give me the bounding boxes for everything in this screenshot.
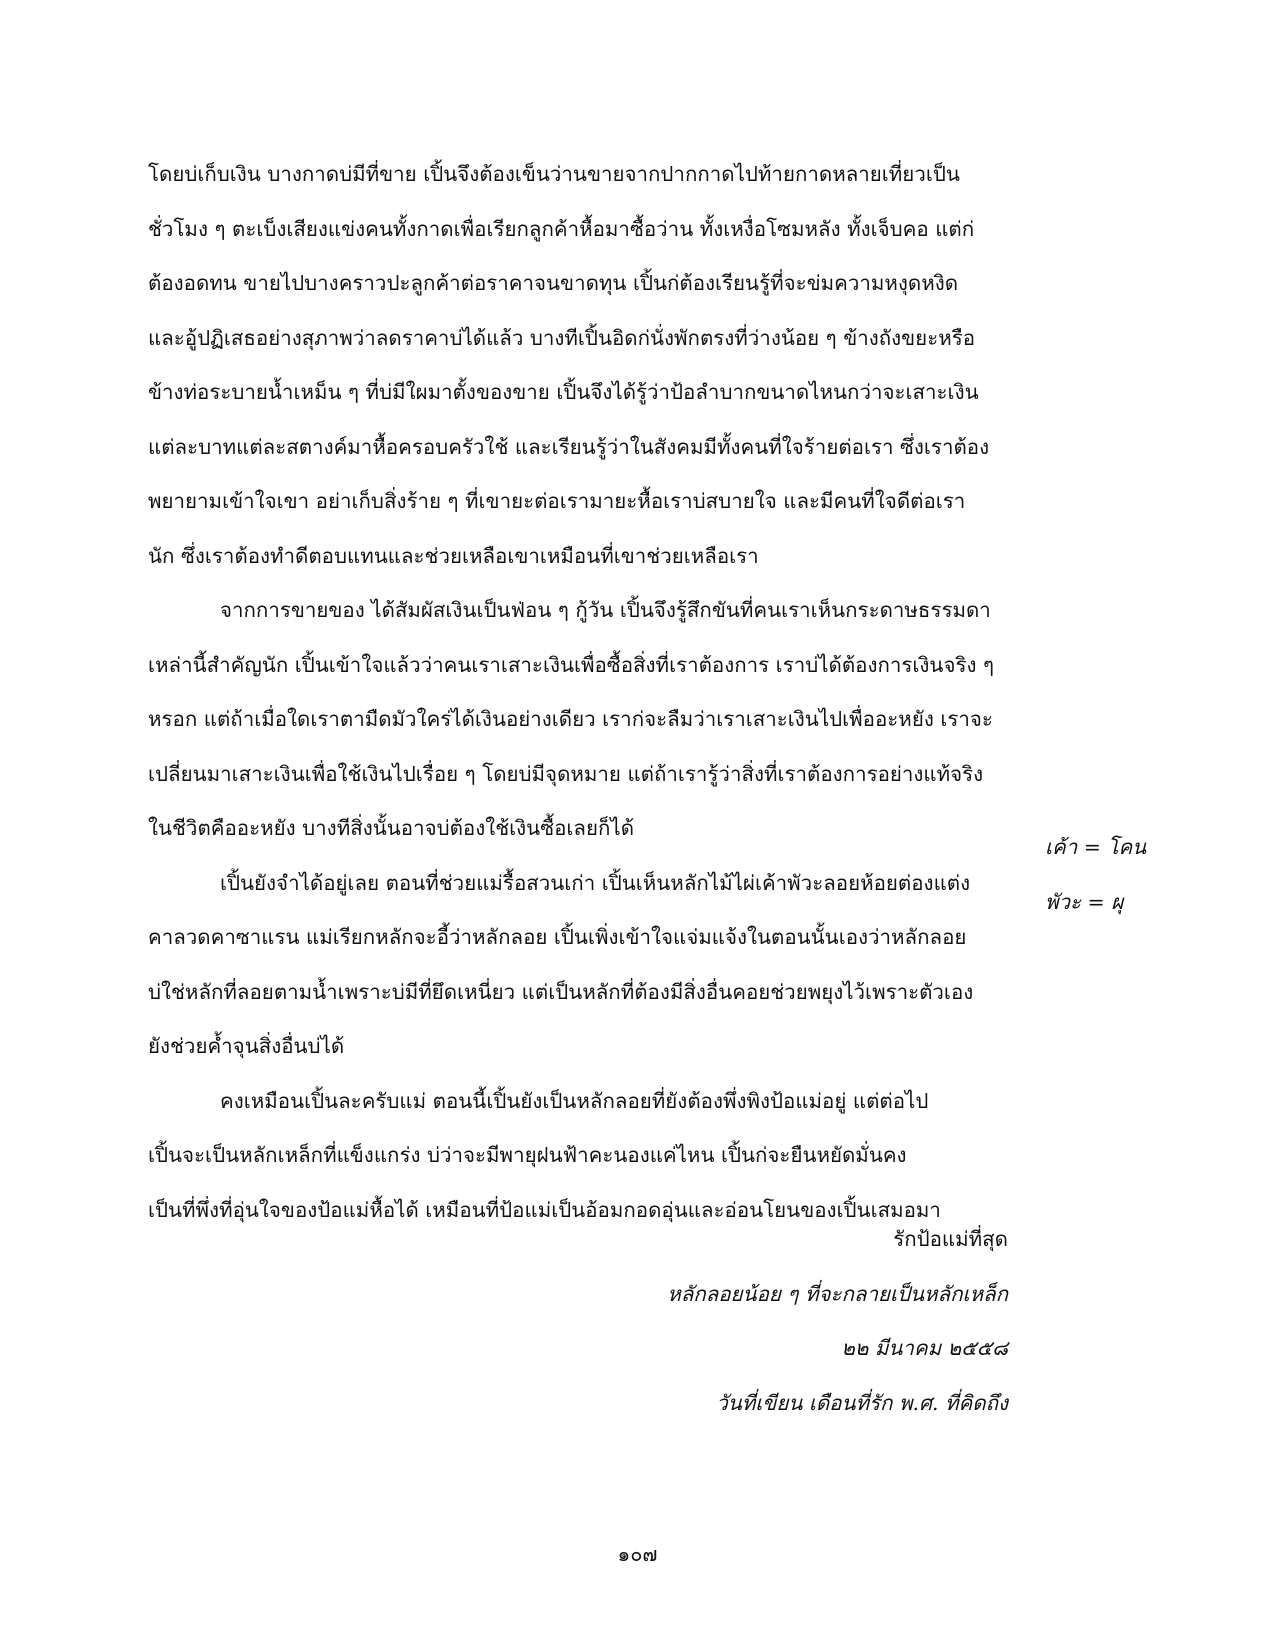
- body-line: ข้างท่อระบายน้ำเหม็น ๆ ที่บ่มีใผมาตั้งของขาย เปิ้นจึงได้รู้ว่าป้อลำบากขนาดไหนกว่าจะเสาะเงิน: [148, 380, 979, 404]
- body-line: ยังช่วยค้ำจุนสิ่งอื่นบ่ได้: [148, 1034, 345, 1058]
- signature: หลักลอยน้อย ๆ ที่จะกลายเป็นหลักเหล็ก: [667, 1281, 1008, 1306]
- gloss-note: พัวะ = ผุ: [1045, 889, 1124, 914]
- body-line: ต้องอดทน ขายไปบางคราวปะลูกค้าต่อราคาจนขาดทุน เปิ้นก่ต้องเรียนรู้ที่จะข่มความหงุดหงิด: [148, 271, 959, 295]
- body-line: ชั่วโมง ๆ ตะเบ็งเสียงแข่งคนทั้งกาดเพื่อเรียกลูกค้าหื้อมาซื้อว่าน ทั้งเหงื่อโซมหลัง ทั้งเจ็บคอ แต่ก่: [148, 216, 975, 241]
- paragraph-start-line: จากการขายของ ได้สัมผัสเงินเป็นฟ่อน ๆ กู้วัน เปิ้นจึงรู้สึกขันที่คนเราเห็นกระดาษธรรมดา: [220, 598, 991, 622]
- letter-date: ๒๒ มีนาคม ๒๕๕๘: [841, 1336, 1008, 1360]
- body-line: บ่ใช่หลักที่ลอยตามน้ำเพราะบ่มีที่ยึดเหนี่ยว แต่เป็นหลักที่ต้องมีสิ่งอื่นคอยช่วยพยุงไว้เพราะตัวเอง: [148, 979, 974, 1004]
- body-line: นัก ซึ่งเราต้องทำดีตอบแทนและช่วยเหลือเขาเหมือนที่เขาช่วยเหลือเรา: [148, 543, 759, 568]
- body-line: และอู้ปฏิเสธอย่างสุภาพว่าลดราคาบ่ได้แล้ว บางทีเปิ้นอิดก่นั่งพักตรงที่ว่างน้อย ๆ ข้างถังขยะหรือ: [148, 325, 976, 350]
- margin-glossary: [1045, 820, 1205, 929]
- body-line: ในชีวิตคืออะหยัง บางทีสิ่งนั้นอาจบ่ต้องใช้เงินซื้อเลยก็ได้: [148, 816, 635, 840]
- body-line: เหล่านี้สำคัญนัก เปิ้นเข้าใจแล้วว่าคนเราเสาะเงินเพื่อซื้อสิ่งที่เราต้องการ เราบ่ได้ต้องการเงินจริง ๆ: [148, 652, 995, 677]
- body-line: เป็นที่พึ่งที่อุ่นใจของป้อแม่หื้อได้ เหมือนที่ป้อแม่เป็นอ้อมกอดอุ่นและอ่อนโยนของเปิ้นเสมอมา: [148, 1197, 941, 1222]
- letter-closing: [667, 1212, 1008, 1430]
- letter-body: [148, 147, 1008, 1237]
- body-line: เปิ้นจะเป็นหลักเหล็กที่แข็งแกร่ง บ่ว่าจะมีพายุฝนฟ้าคะนองแค่ไหน เปิ้นก่จะยืนหยัดมั่นคง: [148, 1143, 907, 1167]
- body-line: คาลวดคาซาแรน แม่เรียกหลักจะอี้ว่าหลักลอย เปิ้นเพิ่งเข้าใจแจ่มแจ้งในตอนนั้นเองว่าหลักลอย: [148, 925, 967, 949]
- closing-note: วันที่เขียน เดือนที่รัก พ.ศ. ที่คิดถึง: [716, 1390, 1008, 1415]
- paragraph-start-line: เปิ้นยังจำได้อยู่เลย ตอนที่ช่วยแม่รื้อสวนเก่า เปิ้นเห็นหลักไม้ไผ่เค้าพัวะลอยห้อยต่องแต่ง: [220, 870, 971, 895]
- paragraph-start-line: คงเหมือนเปิ้นละครับแม่ ตอนนี้เปิ้นยังเป็นหลักลอยที่ยังต้องพึ่งพิงป้อแม่อยู่ แต่ต่อไป: [220, 1088, 929, 1113]
- body-line: โดยบ่เก็บเงิน บางกาดบ่มีที่ขาย เปิ้นจึงต้องเข็นว่านขายจากปากกาดไปท้ายกาดหลายเที่ยวเป็น: [148, 162, 960, 186]
- gloss-note: เค้า = โคน: [1045, 835, 1147, 859]
- body-line: หรอก แต่ถ้าเมื่อใดเราตามืดมัวใคร่ได้เงินอย่างเดียว เราก่จะลืมว่าเราเสาะเงินไปเพื่ออะหยัง เราจะ: [148, 707, 993, 731]
- body-line: แต่ละบาทแต่ละสตางค์มาหื้อครอบครัวใช้ และเรียนรู้ว่าในสังคมมีทั้งคนที่ใจร้ายต่อเรา ซึ่งเราต้อง: [148, 434, 990, 459]
- body-line: เปลี่ยนมาเสาะเงินเพื่อใช้เงินไปเรื่อย ๆ โดยบ่มีจุดหมาย แต่ถ้าเรารู้ว่าสิ่งที่เราต้องการอย่างแท้จริง: [148, 761, 984, 786]
- closing-greeting: รักป้อแม่ที่สุด: [893, 1227, 1008, 1251]
- page-number: ๑๐๗: [617, 1542, 658, 1566]
- body-line: พยายามเข้าใจเขา อย่าเก็บสิ่งร้าย ๆ ที่เขายะต่อเรามายะหื้อเราบ่สบายใจ และมีคนที่ใจดีต่อเรา: [148, 489, 966, 513]
